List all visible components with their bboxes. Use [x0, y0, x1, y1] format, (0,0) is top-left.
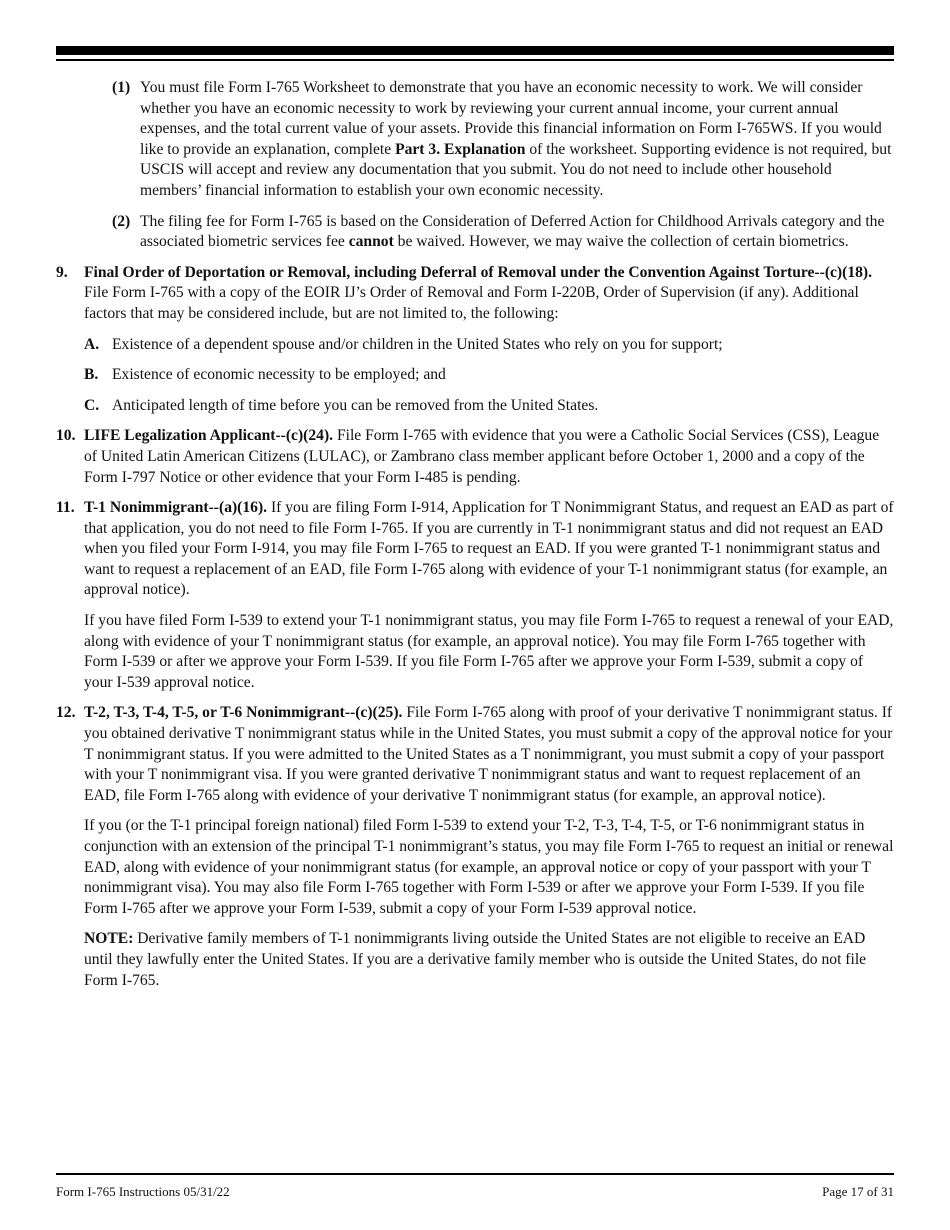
- item-11-paragraph: If you have filed Form I-539 to extend your T-1 nonimmigrant status, you may file Form I-765 to request a renewal of your EAD, along with evidence of your T nonimmigrant status (for example, an approval notice). You may file Form I-765 together with Form I-539 or after we approve your Form I-539. If you file Form I-765 after we approve your Form I-539, submit a copy of your I-539 approval notice.: [84, 612, 894, 691]
- note-paragraph: NOTE: Derivative family members of T-1 nonimmigrants living outside the United States are not eligible to receive an EAD until they lawfully enter the United States. If you are a derivative family member who is outside the United States, do not file Form I-765.: [84, 930, 867, 989]
- sub-item-2: [112, 212, 894, 253]
- sub-item-text: You must file Form I-765 Worksheet to demonstrate that you have an economic necessity to work. We will consider whether you have an economic necessity to work by reviewing your current annual income, your current annual expenses, and the total current value of your assets. Provide this financial information on Form I-765WS. If you would like to provide an explanation, complete Part 3. Explanation of the worksheet. Supporting evidence is not required, but USCIS will accept and review any documentation that you submit. You do not need to include other household members’ financial information to establish your own economic necessity.: [140, 79, 892, 199]
- item-heading: T-2, T-3, T-4, T-5, or T-6 Nonimmigrant--(c)(25).: [84, 704, 403, 722]
- factor-text: Anticipated length of time before you can be removed from the United States.: [112, 396, 599, 414]
- form-identifier: Form I-765 Instructions 05/31/22: [56, 1184, 230, 1199]
- factor-c: [84, 396, 894, 417]
- item-number: 10.: [56, 427, 76, 445]
- item-heading: T-1 Nonimmigrant--(a)(16).: [84, 499, 268, 517]
- factor-text: Existence of economic necessity to be employed; and: [112, 366, 446, 384]
- item-text: T-1 Nonimmigrant--(a)(16). If you are filing Form I-914, Application for T Nonimmigrant Status, and request an EAD as part of that application, you do not need to file Form I-765. If you are currently in T-1 nonimmigrant status and did not request an EAD when you filed your Form I-914, you may file Form I-765 to request an EAD. If you were granted T-1 nonimmigrant status and want to request a replacement of an EAD, file Form I-765 along with evidence of your T-1 nonimmigrant status (for example, an approval notice).: [84, 499, 894, 599]
- item-11: [56, 498, 894, 601]
- factor-letter: B.: [84, 366, 99, 384]
- factor-a: [84, 335, 894, 356]
- page-number: Page 17 of 31: [822, 1184, 894, 1199]
- header-rule-thick: [56, 46, 894, 55]
- item-text: T-2, T-3, T-4, T-5, or T-6 Nonimmigrant--(c)(25). File Form I-765 along with proof of your derivative T nonimmigrant status. If you obtained derivative T nonimmigrant status while in the United States, you must submit a copy of the approval notice for your T nonimmigrant status. If you were admitted to the United States as a T nonimmigrant, you must submit a copy of your passport with your T nonimmigrant visa. If you were granted derivative T nonimmigrant status and want to request replacement of an EAD, file Form I-765 along with evidence of your derivative T nonimmigrant status (for example, an approval notice).: [84, 704, 893, 804]
- item-heading: LIFE Legalization Applicant--(c)(24).: [84, 427, 334, 445]
- sub-item-text: The filing fee for Form I-765 is based on the Consideration of Deferred Action for Childhood Arrivals category and the associated biometric services fee cannot be waived. However, we may waive the collection of certain biometrics.: [140, 212, 885, 251]
- item-12: [56, 703, 894, 806]
- item-9: [56, 263, 894, 325]
- item-10: [56, 426, 894, 488]
- factor-letter: C.: [84, 396, 100, 414]
- footer-rule: [56, 1173, 894, 1175]
- factor-text: Existence of a dependent spouse and/or children in the United States who rely on you for support;: [112, 335, 723, 353]
- item-number: 12.: [56, 704, 76, 722]
- sub-item-marker: (2): [112, 212, 131, 230]
- item-text: LIFE Legalization Applicant--(c)(24). File Form I-765 with evidence that you were a Catholic Social Services (CSS), League of United Latin American Citizens (LULAC), or Zambrano class member applicant before October 1, 2000 and a copy of the Form I-797 Notice or other evidence that your Form I-485 is pending.: [84, 427, 880, 486]
- sub-item-marker: (1): [112, 79, 131, 96]
- instructions-body: [56, 78, 894, 1001]
- sub-item-1: [112, 78, 894, 202]
- item-number: 11.: [56, 499, 75, 517]
- factor-letter: A.: [84, 335, 100, 353]
- item-text: Final Order of Deportation or Removal, including Deferral of Removal under the Convention Against Torture--(c)(18). File Form I-765 with a copy of the EOIR IJ’s Order of Removal and Form I-220B, Order of Supervision (if any). Additional factors that may be considered include, but are not limited to, the following:: [84, 263, 873, 322]
- header-rule-thin: [56, 59, 894, 61]
- item-12-paragraph: If you (or the T-1 principal foreign national) filed Form I-539 to extend your T-2, T-3, T-4, T-5, or T-6 nonimmigrant status in conjunction with an extension of the principal T-1 nonimmigrant’s status, you may file Form I-765 to request an initial or renewal EAD, along with evidence of your nonimmigrant status (for example, an approval notice or copy of your passport with your T nonimmigrant visa). You may also file Form I-765 together with Form I-539 or after we approve your Form I-539. If you file Form I-765 after we approve your Form I-539, submit a copy of your Form I-539 approval notice.: [84, 817, 894, 917]
- item-number: 9.: [56, 263, 68, 281]
- note-label: NOTE:: [84, 930, 134, 948]
- item-heading: Final Order of Deportation or Removal, including Deferral of Removal under the Convention Against Torture--(c)(18).: [84, 263, 873, 281]
- factor-b: [84, 365, 894, 386]
